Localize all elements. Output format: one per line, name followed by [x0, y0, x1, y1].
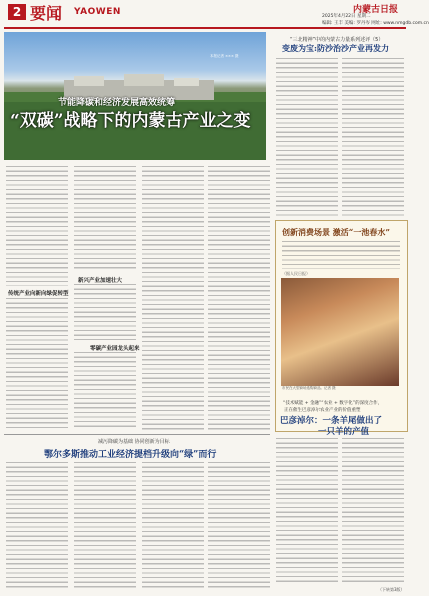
page-number: 2 — [8, 4, 26, 20]
body-column-3 — [142, 166, 204, 430]
body-column-2c — [74, 352, 136, 430]
right-top-body-2 — [342, 58, 404, 216]
section-name-en: YAOWEN — [74, 7, 121, 17]
right-top-headline: 变废为宝:防沙治沙产业再发力 — [282, 43, 389, 53]
bottom-article-rule — [4, 434, 270, 435]
issue-date: 2025年4月22日 星期二 — [322, 14, 371, 19]
bottom-body-1 — [6, 462, 68, 590]
deck-line-2: 正在催生巴彦淖尔农业产业的价值重塑 — [284, 408, 361, 413]
feature-photo-caption: 市民在大型商场选购商品。记者 摄 — [282, 386, 336, 390]
feature-title: 创新消费场景 激活“一池春水” — [282, 227, 390, 237]
series-kicker: “三北精神”中的内蒙古力量系列述评（5） — [290, 37, 384, 43]
paper-name: 内蒙古日报 — [353, 5, 399, 15]
section-subhead-3: 零碳产业园龙头起来 — [90, 346, 140, 352]
photo-credit: 本报记者 ××× 摄 — [210, 54, 239, 58]
masthead — [0, 0, 429, 30]
right-bottom-headline-2: 一只羊的产值 — [318, 427, 370, 437]
feature-body — [282, 241, 400, 269]
bottom-article-title: 鄂尔多斯推动工业经济提档升级向“绿”而行 — [44, 450, 217, 460]
section-name: 要闻 — [30, 4, 63, 23]
right-top-body-1 — [276, 58, 338, 216]
editor-line: 编辑: 王丰 美编: 罗丹岑 网址: www.nmgdb.com.cn — [322, 21, 429, 26]
section-subhead-1: 传统产业向新向绿促转型 — [8, 291, 69, 297]
bottom-body-2 — [74, 462, 136, 590]
lead-title: “双碳”战略下的内蒙古产业之变 — [10, 111, 251, 131]
feature-photo — [281, 278, 399, 386]
bottom-body-3 — [142, 462, 204, 590]
right-bottom-body-1 — [276, 438, 338, 584]
body-column-4 — [208, 166, 270, 430]
right-bottom-headline-1: 巴彦淖尔：一条羊尾做出了 — [280, 416, 383, 426]
body-column-1 — [6, 166, 68, 286]
continued-note: （下转第3版） — [378, 587, 405, 592]
body-column-1b — [6, 298, 68, 430]
feature-source: （据人民日报） — [282, 271, 310, 276]
deck-line-1: “技术赋能 + 金融”“农业 + 数字化”的深度合作， — [283, 401, 383, 406]
right-bottom-body-2 — [342, 438, 404, 584]
lead-subtitle: 节能降碳和经济发展高效统筹 — [58, 98, 176, 108]
bottom-article-subtitle: 减污降碳为基础 协同创新为目标 — [98, 439, 170, 445]
section-subhead-2: 新兴产业加速壮大 — [78, 278, 123, 284]
bottom-body-4 — [208, 462, 270, 590]
body-column-2b — [74, 284, 136, 340]
body-column-2 — [74, 166, 136, 272]
header-rule — [4, 27, 406, 29]
